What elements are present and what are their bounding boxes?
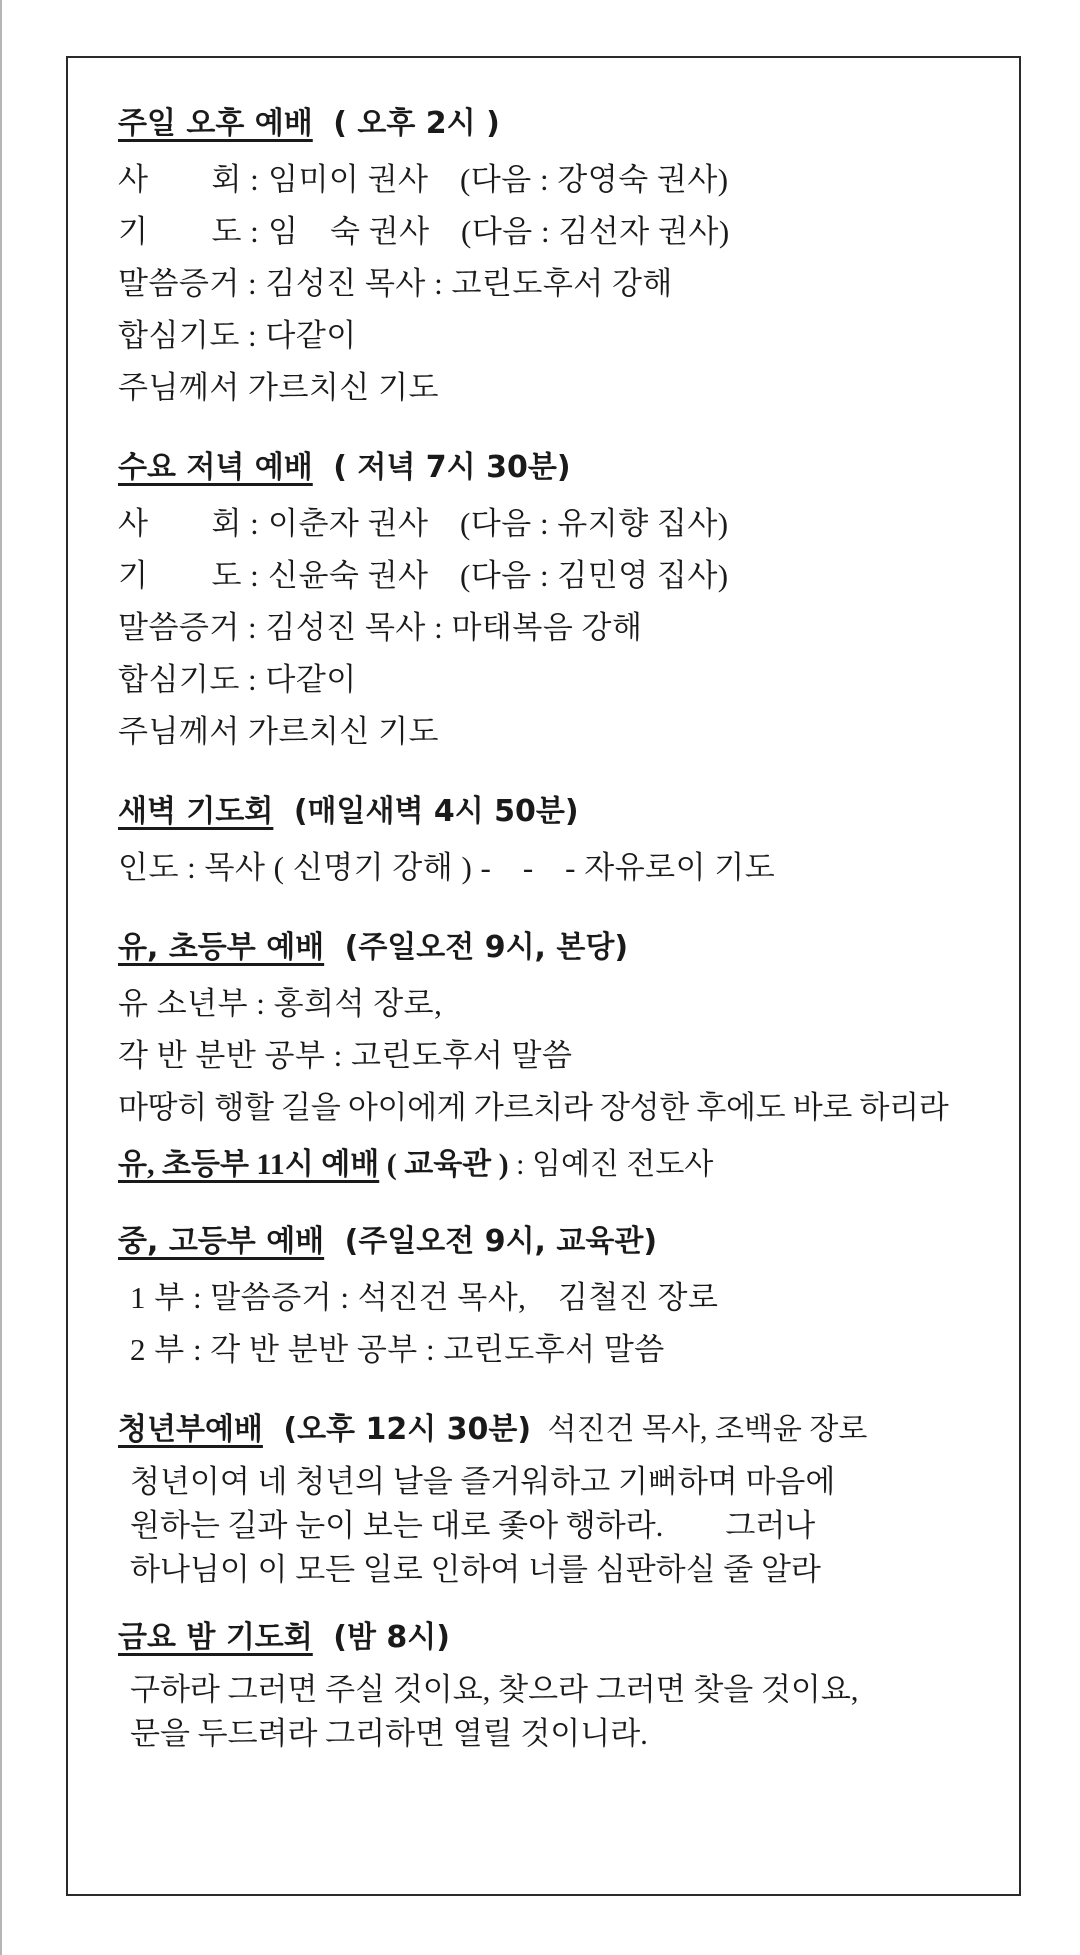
service-line: 유 소년부 : 홍희석 장로, <box>118 986 443 1021</box>
service-line <box>118 498 999 550</box>
section-heading <box>118 104 999 144</box>
section-sunday-afternoon <box>118 104 999 414</box>
line-text: 신윤숙 권사 (다음 : 김민영 집사) <box>268 558 729 593</box>
line-label: 기 도 : <box>118 558 260 593</box>
service-line: 2 부 : 각 반 분반 공부 : 고린도후서 말씀 <box>130 1332 665 1367</box>
service-line: 합심기도 : 다같이 <box>118 318 357 353</box>
section-title: 금요 밤 기도회 <box>118 1620 313 1655</box>
section-heading <box>118 792 999 832</box>
line-text: 임 숙 권사 (다음 : 김선자 권사) <box>268 214 730 249</box>
service-line: 합심기도 : 다같이 <box>118 662 357 697</box>
section-title: 유, 초등부 예배 <box>118 930 325 965</box>
page-edge <box>0 0 2 1955</box>
section-title: 주일 오후 예배 <box>118 106 313 141</box>
line-label: 사 회 : <box>118 506 260 541</box>
section-young-adult-service <box>118 1410 999 1592</box>
section-title: 수요 저녁 예배 <box>118 450 313 485</box>
section-heading <box>118 928 999 968</box>
section-youth-service <box>118 1222 999 1376</box>
section-time: (주일오전 9시, 교육관) <box>344 1224 658 1259</box>
scripture-line: 문을 두드려라 그리하면 열릴 것이니라. <box>130 1716 648 1751</box>
bulletin-frame <box>66 56 1021 1896</box>
section-time: (주일오전 9시, 본당) <box>344 930 629 965</box>
section-wednesday-evening <box>118 448 999 758</box>
service-line: 1 부 : 말씀증거 : 석진건 목사, 김철진 장로 <box>130 1280 719 1315</box>
line-label: 사 회 : <box>118 162 260 197</box>
section-heading <box>118 1222 999 1262</box>
service-line <box>118 206 999 258</box>
sub-service-place: ( 교육관 ) <box>386 1148 509 1181</box>
scripture-line: 하나님이 이 모든 일로 인하여 너를 심판하실 줄 알라 <box>130 1552 821 1587</box>
service-line: 주님께서 가르치신 기도 <box>118 370 439 405</box>
section-heading <box>118 1410 999 1450</box>
section-time: (밤 8시) <box>333 1620 450 1655</box>
section-leaders: 석진건 목사, 조백윤 장로 <box>547 1413 868 1446</box>
section-title: 중, 고등부 예배 <box>118 1224 325 1259</box>
section-time: ( 저녁 7시 30분) <box>333 450 571 485</box>
section-heading <box>118 448 999 488</box>
bulletin-content <box>118 104 999 1756</box>
section-time: (매일새벽 4시 50분) <box>293 794 579 829</box>
service-line: 말씀증거 : 김성진 목사 : 고린도후서 강해 <box>118 266 673 301</box>
line-label: 기 도 : <box>118 214 260 249</box>
service-line: 마땅히 행할 길을 아이에게 가르치라 장성한 후에도 바로 하리라 <box>118 1090 949 1125</box>
sub-service-title: 유, 초등부 11시 예배 <box>118 1148 380 1181</box>
service-line <box>118 550 999 602</box>
section-dawn-prayer <box>118 792 999 894</box>
section-time: ( 오후 2시 ) <box>333 106 500 141</box>
section-title: 청년부예배 <box>118 1412 263 1447</box>
scripture-line: 청년이여 네 청년의 날을 즐거워하고 기뻐하며 마음에 <box>130 1464 836 1499</box>
section-children-service <box>118 928 999 1188</box>
section-heading <box>118 1618 999 1658</box>
section-friday-prayer <box>118 1618 999 1756</box>
section-title: 새벽 기도회 <box>118 794 274 829</box>
service-line <box>118 154 999 206</box>
sub-service-line <box>118 1142 999 1188</box>
service-line: 말씀증거 : 김성진 목사 : 마태복음 강해 <box>118 610 643 645</box>
scripture-line: 구하라 그러면 주실 것이요, 찾으라 그러면 찾을 것이요, <box>130 1672 859 1707</box>
scripture-line: 원하는 길과 눈이 보는 대로 좇아 행하라. 그러나 <box>130 1508 816 1543</box>
line-text: 임미이 권사 (다음 : 강영숙 권사) <box>268 162 729 197</box>
line-text: 이춘자 권사 (다음 : 유지향 집사) <box>268 506 729 541</box>
sub-service-leader: : 임예진 전도사 <box>516 1148 714 1181</box>
service-line: 주님께서 가르치신 기도 <box>118 714 439 749</box>
section-time: (오후 12시 30분) <box>283 1412 532 1447</box>
service-line: 각 반 분반 공부 : 고린도후서 말씀 <box>118 1038 573 1073</box>
service-line: 인도 : 목사 ( 신명기 강해 ) - - - 자유로이 기도 <box>118 850 776 885</box>
